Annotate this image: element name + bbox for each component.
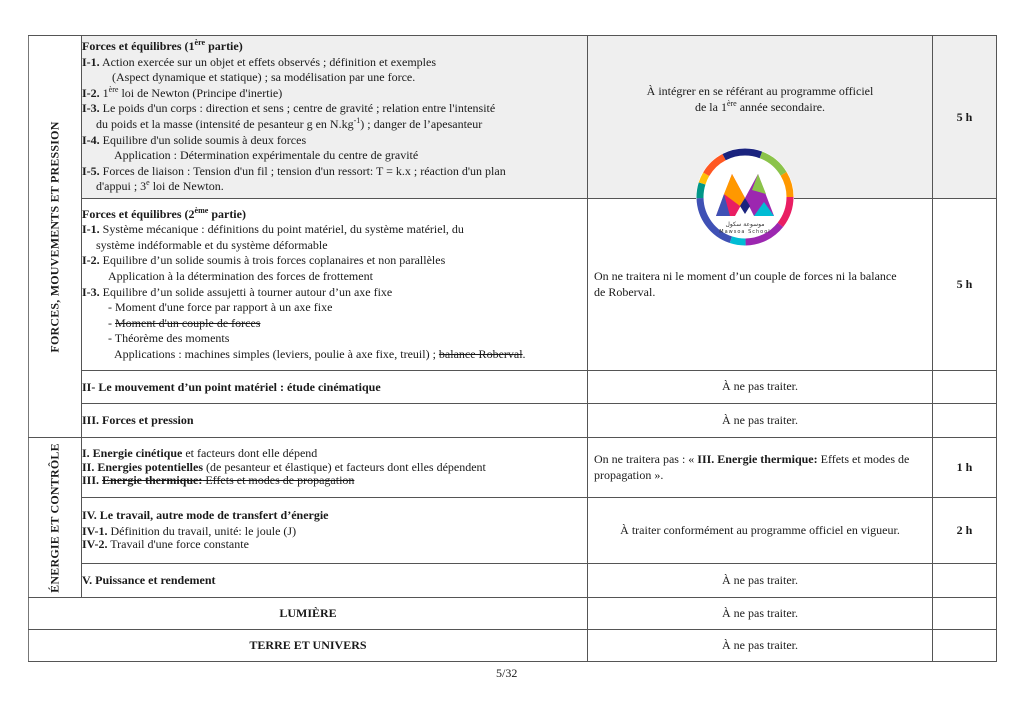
comment-cell: À intégrer en se référant au programme officiel de la 1ère année secondaire.: [588, 36, 933, 199]
table-row: [29, 36, 997, 199]
mawsoa-school-logo-icon: [694, 146, 796, 248]
svg-text:موسوعة سكول: موسوعة سكول: [725, 221, 765, 228]
comment-cell: À ne pas traiter.: [588, 564, 933, 598]
content-cell: IV. Le travail, autre mode de transfert d’énergie IV-1. Définition du travail, unité: le joule (J) IV-2. Travail d'une force constante: [82, 498, 588, 564]
content-cell: Forces et équilibres (2ème partie) I-1. Système mécanique : définitions du point matériel, du système matériel, du système indéformable et du système déformable I-2. Equilibre d’un solide soumis à trois forces coplanaires et non parallèles Application à la détermination des forces de frottement I-3. Equilibre d’un solide assujetti à tourner autour d’un axe fixe - Moment d'une force par rapport à un axe fixe - Moment d'un couple de forces - Théorème des moments Applications : machines simples (leviers, poulie à axe fixe, treuil) ; balance Roberval.: [82, 199, 588, 371]
table-row: [29, 371, 997, 404]
hours-cell: 5 h: [933, 36, 997, 199]
hours-cell: [933, 564, 997, 598]
hours-cell: 5 h: [933, 199, 997, 371]
comment-cell: À ne pas traiter.: [588, 404, 933, 438]
table-row: [29, 438, 997, 498]
svg-text:Mawsoa School: Mawsoa School: [719, 229, 771, 235]
table-row: [29, 564, 997, 598]
topic-title: Forces et équilibres (1ère partie): [82, 38, 243, 54]
hours-cell: [933, 630, 997, 662]
comment-cell: À traiter conformément au programme officiel en vigueur.: [588, 498, 933, 564]
hours-cell: [933, 371, 997, 404]
section-title-lumiere: LUMIÈRE: [29, 598, 588, 630]
comment-cell: À ne pas traiter.: [588, 630, 933, 662]
content-cell: I. Energie cinétique et facteurs dont elle dépend II. Energies potentielles (de pesanteur et élastique) et facteurs dont elles dépendent III. Energie thermique: Effets et modes de propagation: [82, 438, 588, 498]
table-row: [29, 498, 997, 564]
table-row: [29, 199, 997, 371]
topic-title: V. Puissance et rendement: [82, 564, 588, 598]
section-label-forces: [29, 36, 82, 438]
comment-cell: À ne pas traiter.: [588, 598, 933, 630]
page-number: 5/32: [496, 666, 518, 680]
watermark-logo: [694, 146, 796, 248]
hours-cell: [933, 404, 997, 438]
comment-cell: On ne traitera ni le moment d’un couple de forces ni la balance de Roberval.: [588, 199, 933, 371]
section-title-terre-univers: TERRE ET UNIVERS: [29, 630, 588, 662]
section-label-energie: [29, 438, 82, 598]
hours-cell: 1 h: [933, 438, 997, 498]
topic-title: III. Forces et pression: [82, 404, 588, 438]
section-label-text: FORCES, MOUVEMENTS ET PRESSION: [47, 120, 62, 353]
hours-cell: [933, 598, 997, 630]
table-row: [29, 404, 997, 438]
content-cell: Forces et équilibres (1ère partie) I-1. Action exercée sur un objet et effets observés ; définition et exemples (Aspect dynamique et statique) ; sa modélisation par une force. I-2. 1ère loi de Newton (Principe d'inertie) I-3. Le poids d'un corps : direction et sens ; centre de gravité ; relation entre l'intensité du poids et la masse (intensité de pesanteur g en $N.kg^{-1}$) ; danger de l’apesanteur I-4. Equilibre d'un solide soumis à deux forces Application : Détermination expérimentale du centre de gravité I-5. Forces de liaison : Tension d'un fil ; tension d'un ressort: T = k.x ; réaction d'un plan d'appui ; 3e loi de Newton.: [82, 36, 588, 199]
comment-cell: À ne pas traiter.: [588, 371, 933, 404]
comment-cell: On ne traitera pas : « III. Energie thermique: Effets et modes de propagation ».: [588, 438, 933, 498]
curriculum-table: [28, 35, 997, 662]
table-row: [29, 630, 997, 662]
hours-cell: 2 h: [933, 498, 997, 564]
section-label-text: ÉNERGIE ET CONTRÔLE: [47, 442, 62, 593]
table-row: [29, 598, 997, 630]
topic-title: II- Le mouvement d’un point matériel : étude cinématique: [82, 371, 588, 404]
